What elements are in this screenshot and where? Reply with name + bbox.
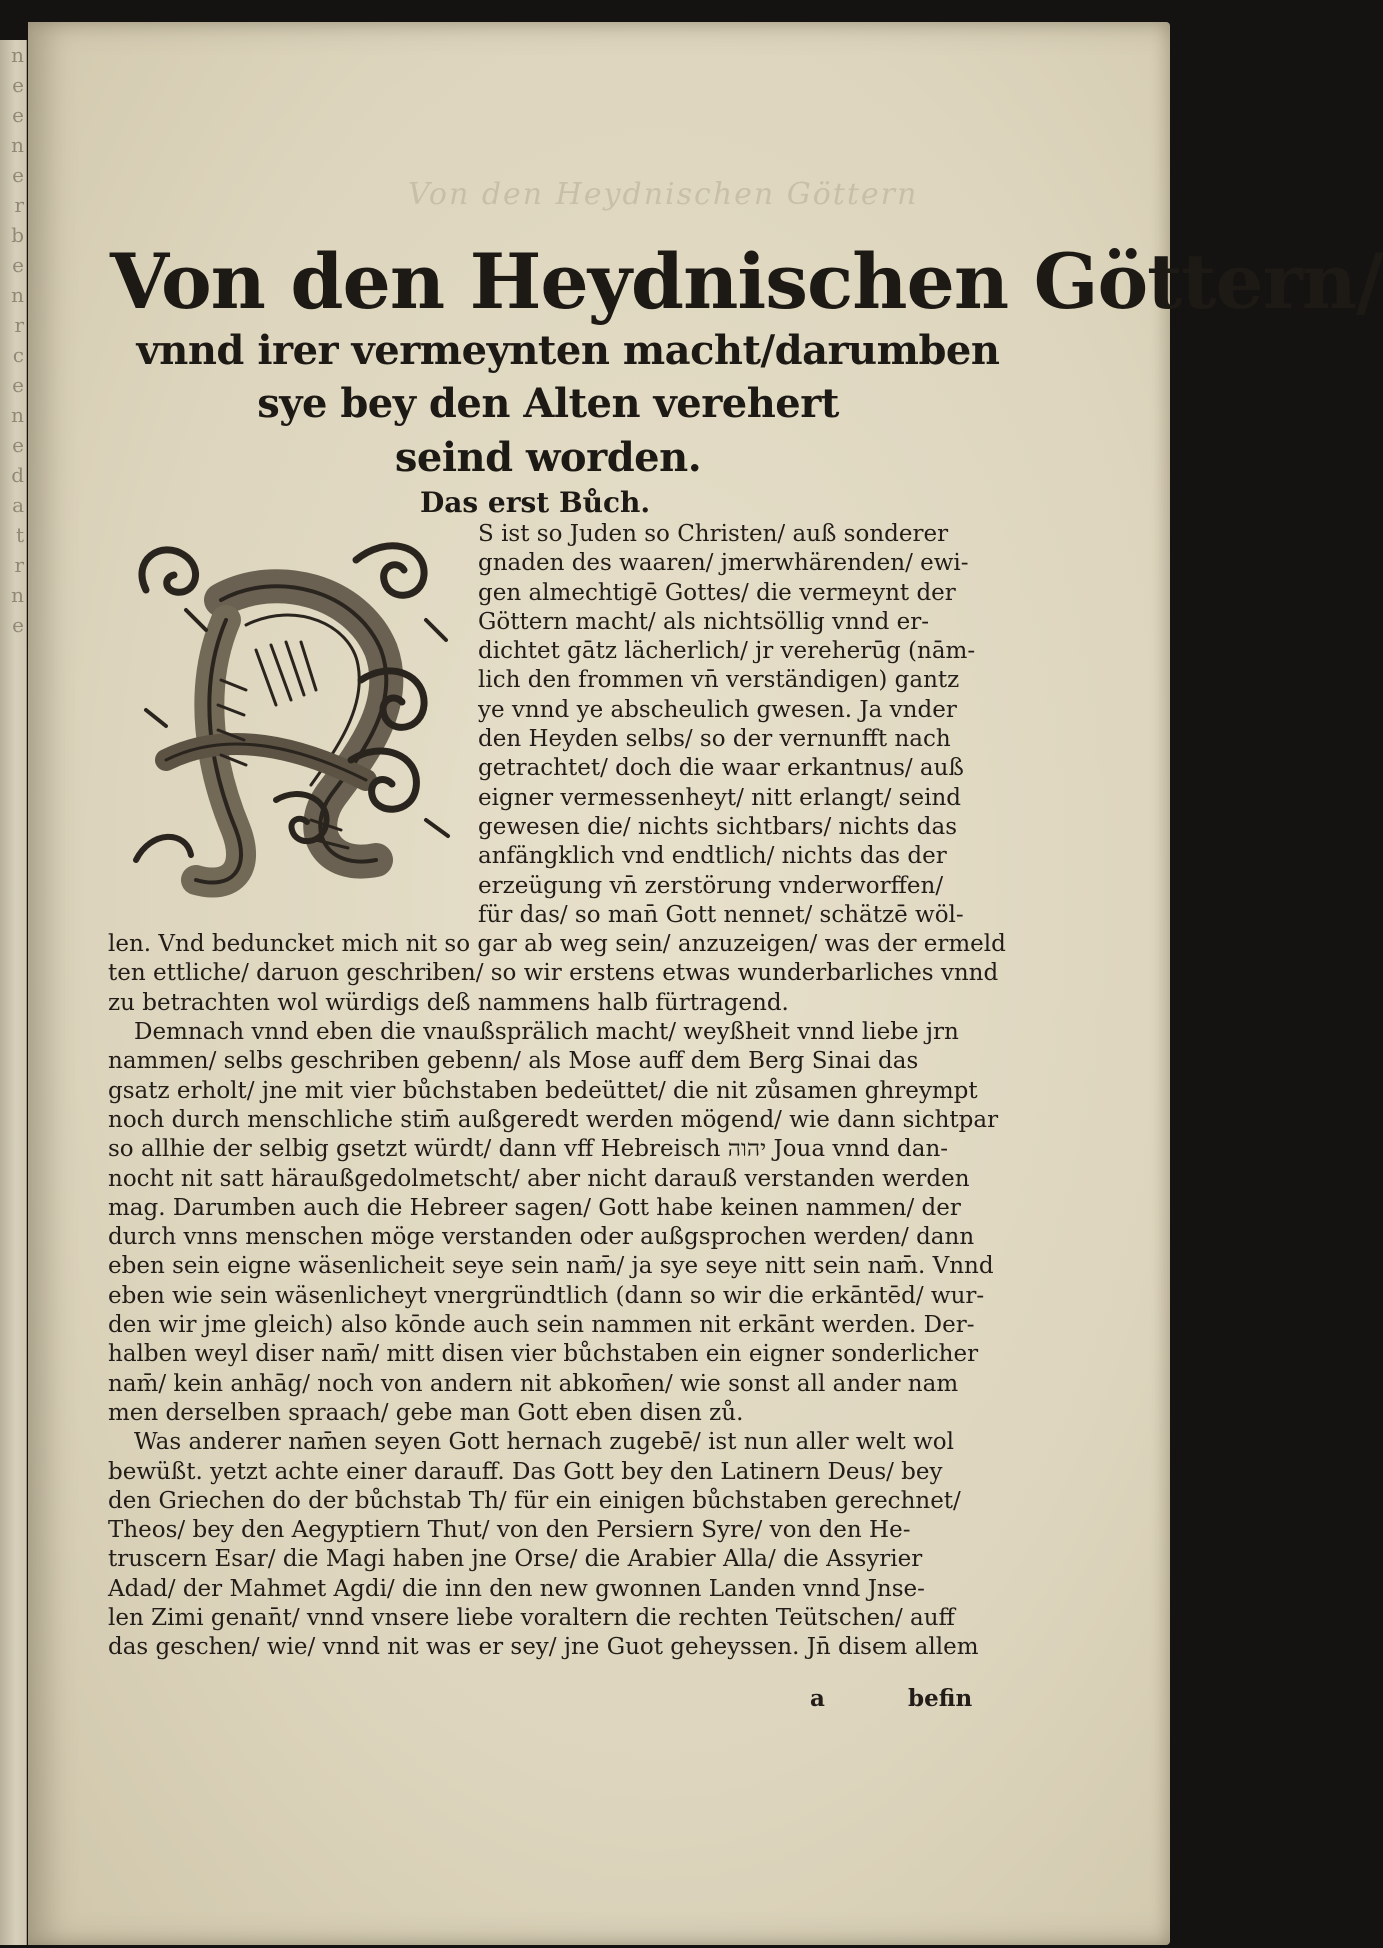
left-fragment: d: [11, 463, 24, 487]
text-line: dichtet gātz lächerlich/ jr vereherūg (nām-: [478, 638, 976, 665]
text-line: len. Vnd beduncket mich nit so gar ab weg sein/ anzuzeigen/ was der ermeld: [108, 931, 1006, 958]
title-line-3: sye bey den Alten verehert: [257, 380, 839, 427]
text-line: Theos/ bey den Aegyptiern Thut/ von den Persiern Syre/ von den He-: [108, 1517, 911, 1544]
text-line: gen almechtigē Gottes/ die vermeynt der: [478, 579, 956, 606]
left-fragment: n: [11, 43, 24, 67]
left-fragment: t: [15, 523, 24, 547]
text-line: eben sein eigne wäsenlicheit seye sein nam̄/ ja sye seye nitt sein nam̄. Vnnd: [108, 1253, 994, 1280]
left-fragment: n: [11, 583, 24, 607]
signature-mark: a: [810, 1685, 825, 1712]
left-fragment: n: [11, 283, 24, 307]
title-line-2: vnnd irer vermeynten macht/darumben: [136, 327, 1000, 374]
left-fragment: n: [11, 133, 24, 157]
left-fragment: e: [12, 613, 24, 637]
text-line: anfängklich vnd endtlich/ nichts das der: [478, 843, 947, 870]
left-fragment: e: [12, 103, 24, 127]
text-line: zu betrachten wol würdigs deß nammens halb fürtragend.: [108, 989, 789, 1016]
text-line: den Heyden selbs/ so der vernunfft nach: [478, 726, 951, 753]
text-line: eigner vermessenheyt/ nitt erlangt/ seind: [478, 784, 961, 811]
text-line: das geschen/ wie/ vnnd nit was er sey/ jne Guot geheyssen. Jn̄ disem allem: [108, 1634, 979, 1661]
text-line: men derselben spraach/ gebe man Gott eben disen zů.: [108, 1399, 744, 1426]
text-line: gnaden des waaren/ jmerwhärenden/ ewi-: [478, 550, 969, 577]
text-line: mag. Darumben auch die Hebreer sagen/ Gott habe keinen nammen/ der: [108, 1194, 961, 1221]
title-line-1: Von den Heydnischen Göttern/: [110, 237, 1383, 326]
text-line: nocht nit satt häraußgedolmetscht/ aber nicht darauß verstanden werden: [108, 1165, 970, 1192]
text-line: erzeügung vn̄ zerstörung vnderworffen/: [478, 872, 944, 899]
bleed-through-text: Von den Heydnischen Göttern: [408, 177, 919, 212]
left-fragment: r: [14, 313, 24, 337]
left-fragment: e: [12, 73, 24, 97]
text-line: truscern Esar/ die Magi haben jne Orse/ die Arabier Alla/ die Assyrier: [108, 1546, 923, 1573]
body-text: [108, 520, 1006, 1663]
book-heading: Das erst Bůch.: [420, 486, 651, 519]
left-fragment: c: [12, 343, 24, 367]
catchword: befin: [908, 1685, 973, 1712]
left-fragment: a: [12, 493, 24, 517]
text-line: Adad/ der Mahmet Agdi/ die inn den new gwonnen Landen vnnd Jnse-: [108, 1575, 925, 1602]
text-line: ye vnnd ye abscheulich gwesen. Ja vnder: [478, 696, 957, 723]
text-line: gewesen die/ nichts sichtbars/ nichts das: [478, 813, 957, 840]
text-line: gsatz erholt/ jne mit vier bůchstaben bedeüttet/ die nit zůsamen ghreympt: [108, 1077, 978, 1104]
left-fragment: e: [12, 163, 24, 187]
text-line: den Griechen do der bůchstab Th/ für ein einigen bůchstaben gerechnet/: [108, 1487, 961, 1514]
left-fragment: b: [11, 223, 24, 247]
left-fragment: r: [14, 193, 24, 217]
text-line: halben weyl diser nam̄/ mitt disen vier bůchstaben ein eigner sonderlicher: [108, 1341, 979, 1368]
text-line: nam̄/ kein anhāg/ noch von andern nit abkom̄en/ wie sonst all ander nam: [108, 1370, 959, 1397]
text-line: durch vnns menschen möge verstanden oder außgsprochen werden/ dann: [108, 1224, 975, 1251]
text-line: Demnach vnnd eben die vnaußsprälich macht/ weyßheit vnnd liebe jrn: [134, 1019, 959, 1046]
left-page-edge: [0, 40, 27, 1945]
left-fragment: n: [11, 403, 24, 427]
book-page: [28, 22, 1383, 1945]
text-line: S ist so Juden so Christen/ auß sonderer: [478, 521, 949, 547]
text-line: ten ettliche/ daruon geschriben/ so wir erstens etwas wunderbarliches vnnd: [108, 960, 999, 987]
left-fragment: r: [14, 553, 24, 577]
left-page-fragments: [2, 40, 24, 1945]
title-line-4: seind worden.: [394, 434, 702, 481]
text-line: Göttern macht/ als nichtsöllig vnnd er-: [478, 608, 930, 635]
left-fragment: e: [12, 253, 24, 277]
text-line: nammen/ selbs geschriben gebenn/ als Mose auff dem Berg Sinai das: [108, 1048, 919, 1075]
text-line: so allhie der selbig gsetzt würdt/ dann vff Hebreisch יהוה Joua vnnd dan-: [108, 1136, 949, 1163]
text-line: für das/ so man̄ Gott nennet/ schätzē wöl-: [478, 901, 964, 928]
left-fragment: e: [12, 373, 24, 397]
text-line: len Zimi genan̄t/ vnnd vnsere liebe voraltern die rechten Teütschen/ auff: [108, 1604, 955, 1631]
text-line: getrachtet/ doch die waar erkantnus/ auß: [478, 755, 964, 782]
text-line: den wir jme gleich) also kōnde auch sein nammen nit erkānt werden. Der-: [108, 1312, 975, 1339]
text-line: Was anderer nam̄en seyen Gott hernach zugebē/ ist nun aller welt wol: [134, 1429, 954, 1456]
text-line: lich den frommen vn̄ verständigen) gantz: [478, 667, 960, 694]
text-line: eben wie sein wäsenlicheyt vnergründtlich (dann so wir die erkāntēd/ wur-: [108, 1282, 985, 1309]
left-fragment: e: [12, 433, 24, 457]
text-line: bewüßt. yetzt achte einer darauff. Das Gott bey den Latinern Deus/ bey: [108, 1458, 943, 1485]
text-line: noch durch menschliche stim̄ außgeredt werden mögend/ wie dann sichtpar: [108, 1106, 999, 1133]
